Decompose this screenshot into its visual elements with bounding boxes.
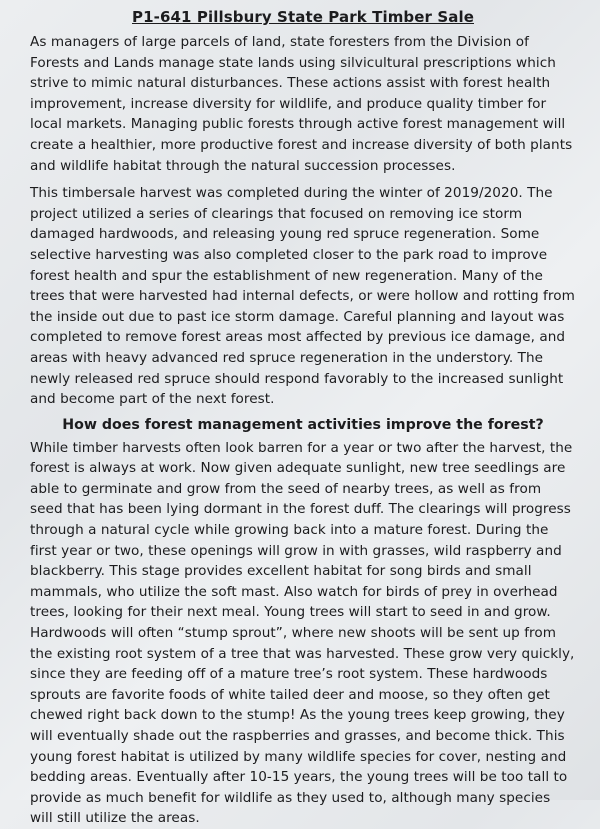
section-heading: How does forest management activities improve the forest? — [62, 416, 544, 433]
regrowth-paragraph: While timber harvests often look barren for a year or two after the harvest, the forest is always at work. Now given adequate sunlight, new tree seedlings are able to germinate and grow from the seed of nearby trees, as well as from seed that has been lying dormant in the forest duff. The clearings will progress through a natural cycle while growing back into a mature forest. During the first year or two, these openings will grow in with grasses, wild raspberry and blackberry. This stage provides excellent habitat for song birds and small mammals, who utilize the soft mast. Also watch for birds of prey in overhead trees, looking for their next meal. Young trees will start to seed in and grow. Hardwoods will often “stump sprout”, where new shoots will be sent up from the existing root system of a tree that was harvested. These grow very quickly, since they are feeding off of a mature tree’s root system. These hardwoods sprouts are favorite foods of white tailed deer and moose, so they often get chewed right back down to the stump! As the young trees keep growing, they will eventually shade out the raspberries and grasses, and become thick. This young forest habitat is utilized by many wildlife species for cover, nesting and bedding areas. Eventually after 10-15 years, the young trees will be too tall to provide as much benefit for wildlife as they used to, although many species will still utilize the areas. — [30, 439, 575, 827]
intro-paragraph: As managers of large parcels of land, state foresters from the Division of Forests and Lands manage state lands using silvicultural prescriptions which strive to mimic natural disturbances. These actions assist with forest health improvement, increase diversity for wildlife, and produce quality timber for local markets. Managing public forests through active forest management will create a healthier, more productive forest and increase diversity of both plants and wildlife habitat through the natural succession processes. — [30, 34, 573, 174]
sign-title: P1-641 Pillsbury State Park Timber Sale — [132, 8, 474, 26]
harvest-paragraph: This timbersale harvest was completed during the winter of 2019/2020. The project utilized a series of clearings that focused on removing ice storm damaged hardwoods, and releasing young red spruce regeneration. Some selective harvesting was also completed closer to the park road to improve forest health and spur the establishment of new regeneration. Many of the trees that were harvested had internal defects, or were hollow and rotting from the inside out due to past ice storm damage. Careful planning and layout was completed to remove forest areas most affected by previous ice damage, and areas with heavy advanced red spruce regeneration in the understory. The newly released red spruce should respond favorably to the increased sunlight and become part of the next forest. — [30, 185, 575, 408]
